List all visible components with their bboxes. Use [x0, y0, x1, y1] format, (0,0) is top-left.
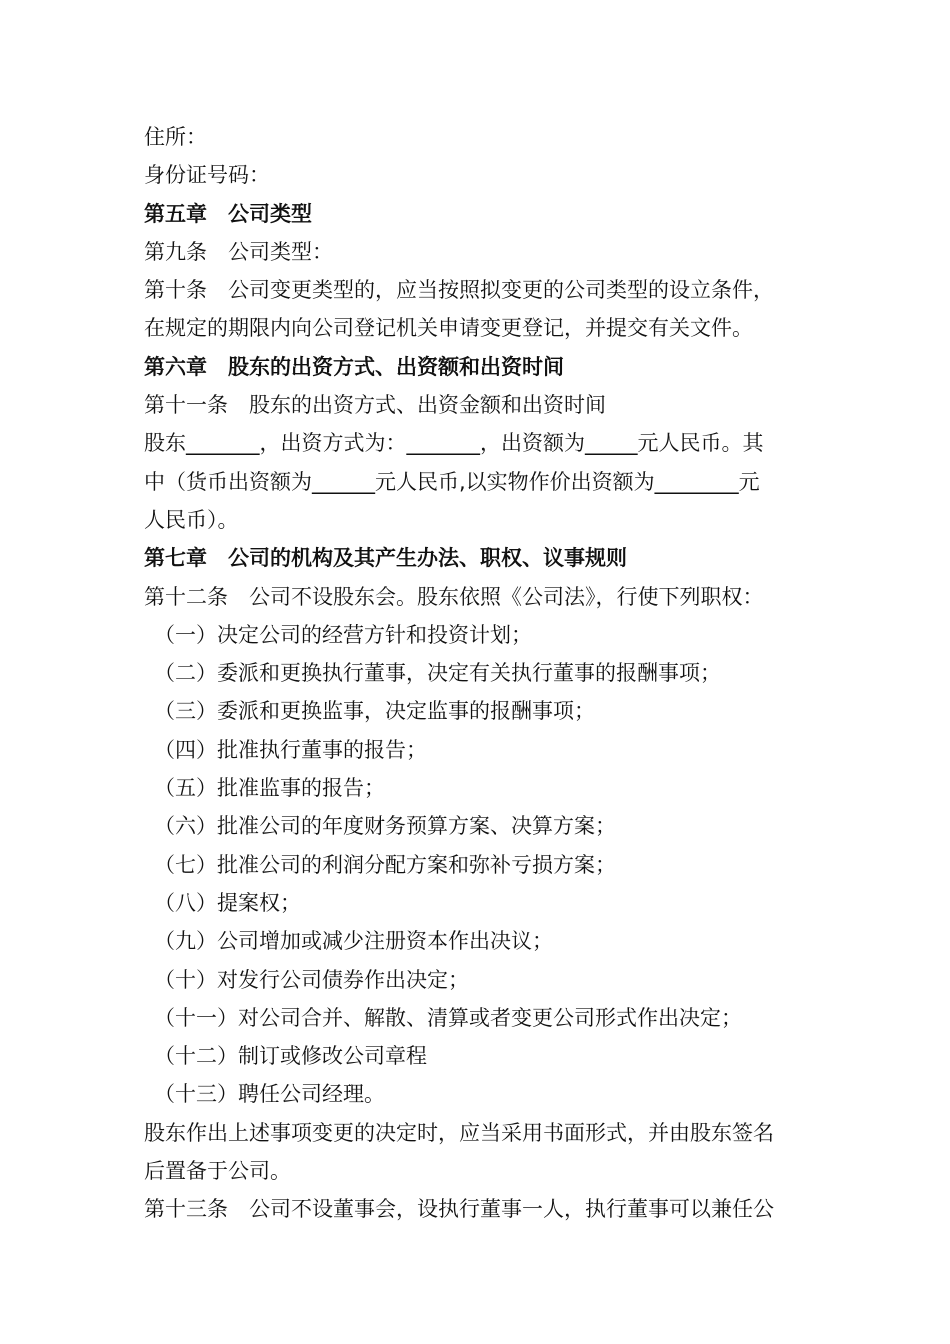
list-item: （九）公司增加或减少注册资本作出决议；	[154, 929, 553, 954]
list-item: （八）提案权；	[154, 890, 301, 915]
capital-contribution-line-1: 股东_______，出资方式为：_______，出资额为_____元人民币。其	[144, 431, 764, 456]
chapter-5-heading: 第五章 公司类型	[144, 201, 312, 226]
chapter-6-heading: 第六章 股东的出资方式、出资额和出资时间	[144, 354, 564, 379]
article-11: 第十一条 股东的出资方式、出资金额和出资时间	[144, 393, 606, 418]
id-number-field: 身份证号码：	[144, 163, 270, 188]
list-item: （七）批准公司的利润分配方案和弥补亏损方案；	[154, 852, 616, 877]
list-item: （六）批准公司的年度财务预算方案、决算方案；	[154, 814, 616, 839]
written-decision-line-1: 股东作出上述事项变更的决定时，应当采用书面形式，并由股东签名	[144, 1120, 774, 1145]
list-item: （三）委派和更换监事，决定监事的报酬事项；	[154, 699, 595, 724]
list-item: （一）决定公司的经营方针和投资计划；	[154, 622, 532, 647]
list-item: （十）对发行公司债券作出决定；	[154, 967, 469, 992]
article-9: 第九条 公司类型：	[144, 239, 333, 264]
article-10-line-1: 第十条 公司变更类型的，应当按照拟变更的公司类型的设立条件，	[144, 278, 774, 303]
article-12: 第十二条 公司不设股东会。股东依照《公司法》，行使下列职权：	[144, 584, 764, 609]
address-field: 住所：	[144, 125, 207, 149]
list-item: （十一）对公司合并、解散、清算或者变更公司形式作出决定；	[154, 1005, 742, 1030]
list-item: （四）批准执行董事的报告；	[154, 737, 427, 762]
list-item: （十二）制订或修改公司章程	[154, 1044, 427, 1069]
written-decision-line-2: 后置备于公司。	[144, 1159, 291, 1184]
article-10-line-2: 在规定的期限内向公司登记机关申请变更登记，并提交有关文件。	[144, 316, 753, 341]
capital-contribution-line-2: 中（货币出资额为______元人民币,以实物作价出资额为________元	[144, 469, 760, 494]
list-item: （五）批准监事的报告；	[154, 776, 385, 801]
capital-contribution-line-3: 人民币）。	[144, 507, 239, 532]
list-item: （十三）聘任公司经理。	[154, 1082, 385, 1107]
document-body	[144, 118, 812, 1229]
article-13: 第十三条 公司不设董事会，设执行董事一人，执行董事可以兼任公	[144, 1197, 774, 1222]
list-item: （二）委派和更换执行董事，决定有关执行董事的报酬事项；	[154, 661, 721, 686]
chapter-7-heading: 第七章 公司的机构及其产生办法、职权、议事规则	[144, 546, 627, 571]
